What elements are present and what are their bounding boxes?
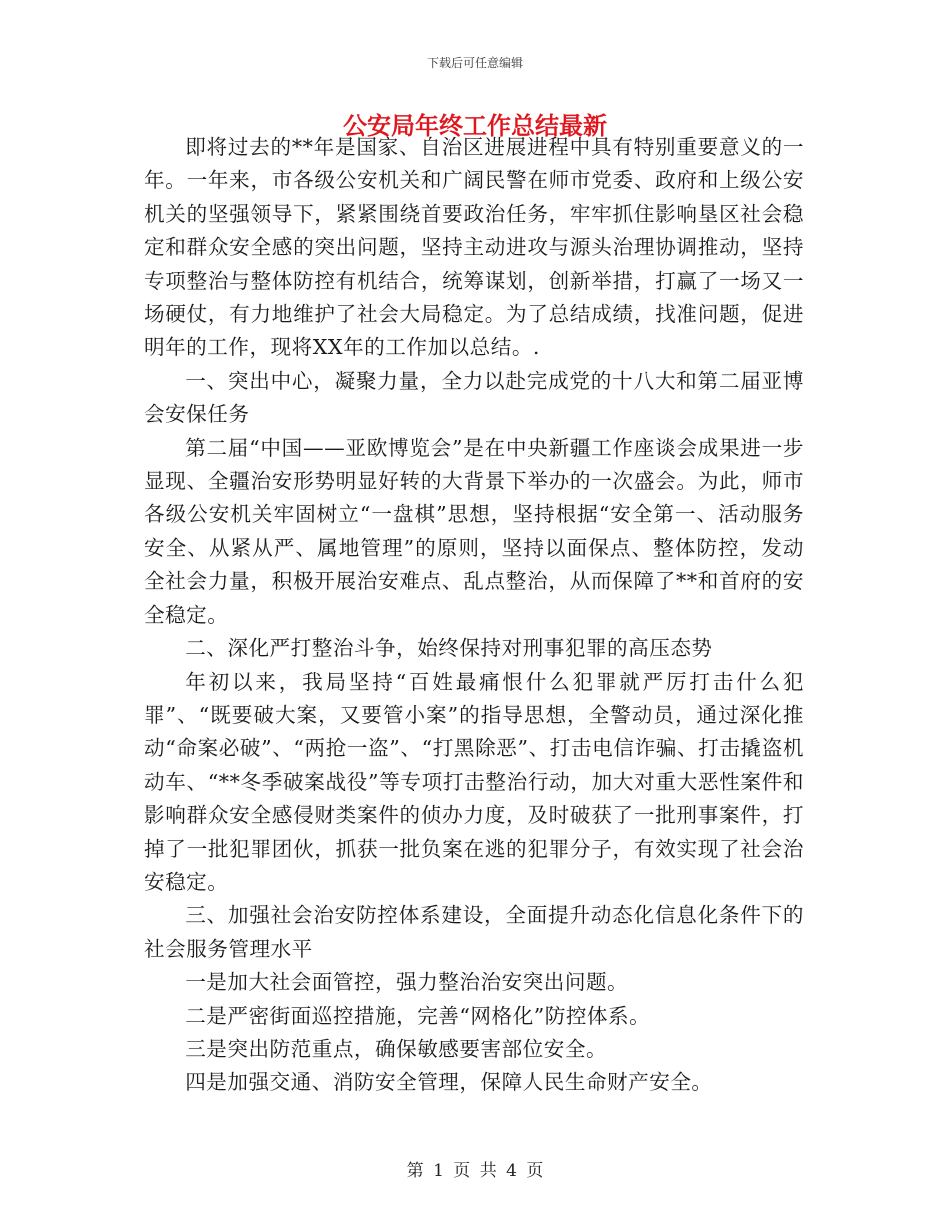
paragraph-section-1: 第二届“中国——亚欧博览会”是在中央新疆工作座谈会成果进一步显现、全疆治安形势明显好转的大背景下举办的一次盛会。为此，师市各级公安机关牢固树立“一盘棋”思想，坚持根据“安全第一、活动服务安全、从紧从严、属地管理”的原则，坚持以面保点、整体防控，发动全社会力量，积极开展治安难点、乱点整治，从而保障了**和首府的安全稳定。	[144, 435, 804, 627]
paragraph-section-2: 年初以来，我局坚持“百姓最痛恨什么犯罪就严厉打击什么犯罪”、“既要破大案，又要管小案”的指导思想，全警动员，通过深化推动“命案必破”、“两抢一盗”、“打黑除恶”、打击电信诈骗、打击撬盗机动车、“**冬季破案战役”等专项打击整治行动，加大对重大恶性案件和影响群众安全感侵财类案件的侦办力度，及时破获了一批刑事案件，打掉了一批犯罪团伙，抓获一批负案在逃的犯罪分子，有效实现了社会治安稳定。	[144, 669, 804, 894]
list-item-2: 二是严密街面巡控措施，完善“网格化”防控体系。	[185, 1003, 651, 1028]
document-body	[144, 131, 804, 1100]
page-footer: 第 1 页 共 4 页	[406, 1161, 544, 1181]
header-note: 下载后可任意编辑	[426, 56, 523, 70]
section-heading-2: 二、深化严打整治斗争，始终保持对刑事犯罪的高压态势	[185, 636, 713, 661]
list-item-1: 一是加大社会面管控，强力整治治安突出问题。	[185, 970, 629, 995]
section-heading-1: 一、突出中心，凝聚力量，全力以赴完成党的十八大和第二届亚博会安保任务	[144, 368, 804, 427]
paragraph-intro: 即将过去的**年是国家、自治区进展进程中具有特别重要意义的一年。一年来，市各级公安机关和广阔民警在师市党委、政府和上级公安机关的坚强领导下，紧紧围绕首要政治任务，牢牢抓住影响垦区社会稳定和群众安全感的突出问题，坚持主动进攻与源头治理协调推动，坚持专项整治与整体防控有机结合，统筹谋划，创新举措，打赢了一场又一场硬仗，有力地维护了社会大局稳定。为了总结成绩，找准问题，促进明年的工作，现将XX年的工作加以总结。.	[144, 135, 804, 360]
document-title: 公安局年终工作总结最新	[343, 111, 607, 140]
list-item-3: 三是突出防范重点，确保敏感要害部位安全。	[185, 1036, 608, 1061]
section-heading-3: 三、加强社会治安防控体系建设，全面提升动态化信息化条件下的社会服务管理水平	[144, 903, 804, 961]
list-item-4: 四是加强交通、消防安全管理，保障人民生命财产安全。	[185, 1070, 713, 1095]
